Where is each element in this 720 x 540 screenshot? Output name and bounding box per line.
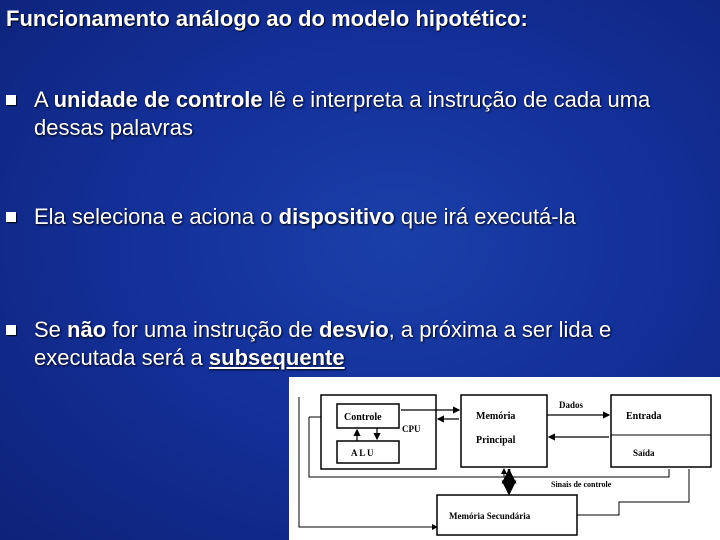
alu-label: A L U: [351, 448, 374, 458]
controle-label: Controle: [344, 412, 382, 423]
entrada-label: Entrada: [626, 411, 662, 422]
bullet-2-bold: dispositivo: [278, 204, 395, 229]
computer-architecture-diagram: [289, 377, 720, 540]
bullet-3-bold-a: não: [67, 317, 107, 342]
bullet-3-text-a: Se: [34, 317, 68, 342]
bullet-3-bold-b: desvio: [318, 317, 389, 342]
bullet-square-icon: [6, 95, 16, 105]
bullet-3-bold-underlined: subsequente: [208, 345, 345, 370]
saida-label: Saída: [633, 448, 655, 458]
bullet-text-2: [34, 203, 702, 231]
bullet-text-3: [34, 316, 702, 372]
memoria-principal-label-2: Principal: [476, 435, 516, 446]
bullet-2-text-b: que irá executá-la: [394, 204, 576, 229]
dados-label: Dados: [559, 400, 584, 410]
bullet-1-text-a: A: [34, 87, 54, 112]
bullet-2-text-a: Ela seleciona e aciona o: [34, 204, 279, 229]
bullet-square-icon: [6, 212, 16, 222]
bullet-3-text-b: for uma instrução de: [106, 317, 319, 342]
bullet-text-1: [34, 86, 702, 142]
bullet-square-icon: [6, 325, 16, 335]
memoria-principal-label-1: Memória: [476, 411, 516, 422]
bullet-1-bold: unidade de controle: [53, 87, 263, 112]
sinais-label: Sinais de controle: [551, 480, 612, 489]
bullet-item-2: [6, 203, 706, 263]
memoria-secundaria-label: Memória Secundária: [449, 511, 531, 521]
cpu-label: CPU: [402, 424, 421, 434]
bullet-3-text-c: , a próxima a ser lida e executada será a: [34, 317, 612, 370]
bullet-item-3: [6, 316, 706, 376]
memoria-principal-box: [461, 395, 547, 467]
bullet-item-1: [6, 86, 706, 146]
entrada-saida-box: [611, 395, 711, 467]
bullet-1-text-b: lê e interpreta a instrução de cada uma dessas palavras: [34, 87, 651, 140]
slide-title: Funcionamento análogo ao do modelo hipotético:: [6, 6, 528, 31]
